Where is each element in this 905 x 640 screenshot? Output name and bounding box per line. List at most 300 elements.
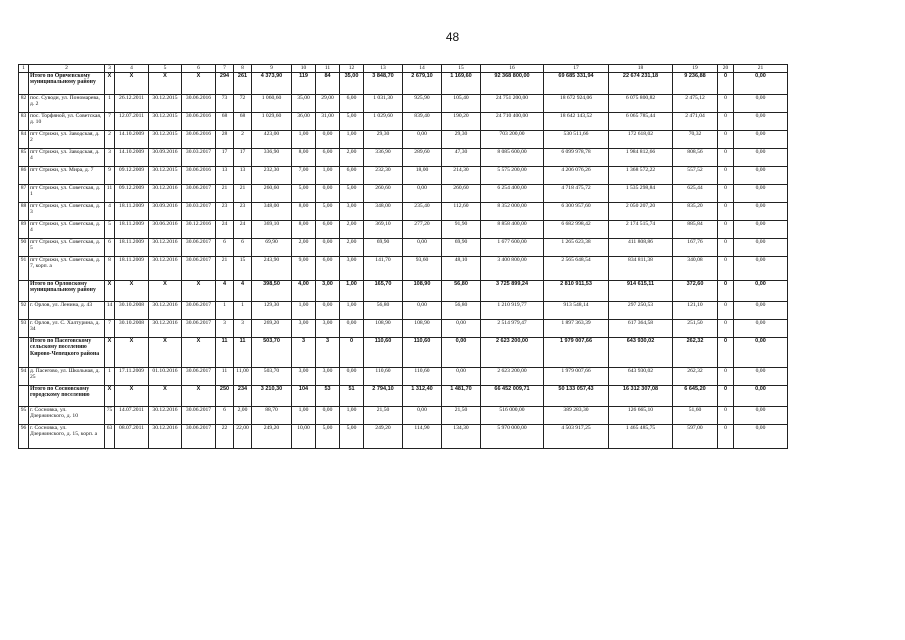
value-cell: 14 (105, 302, 115, 320)
value-cell: 23 (234, 203, 252, 221)
value-cell: 4 (234, 281, 252, 302)
row-number-cell: 84 (19, 131, 29, 149)
value-cell: 08.07.2011 (115, 425, 149, 449)
value-cell: 16 312 307,08 (609, 386, 673, 407)
value-cell: 15 (234, 257, 252, 281)
value-cell: 1,00 (292, 302, 316, 320)
value-cell: 235,40 (403, 203, 442, 221)
value-cell: 30.10.2008 (115, 320, 149, 338)
value-cell: 0 (718, 368, 734, 386)
column-number-cell: 14 (403, 65, 442, 73)
value-cell: 30.06.2017 (182, 425, 216, 449)
value-cell: 260,60 (252, 185, 292, 203)
value-cell: 0,00 (734, 338, 788, 368)
value-cell: 17 (234, 149, 252, 167)
value-cell: 6,00 (316, 221, 340, 239)
value-cell: 110,60 (364, 338, 403, 368)
value-cell: 0 (718, 203, 734, 221)
value-cell: 2,00 (340, 221, 364, 239)
value-cell: 14.10.2009 (115, 131, 149, 149)
value-cell: 0,00 (734, 281, 788, 302)
address-cell: пгт Стрижи, ул. Заводская, д. 2 (29, 131, 105, 149)
value-cell: 18.11.2009 (115, 239, 149, 257)
column-number-cell: 20 (718, 65, 734, 73)
value-cell: 30.06.2016 (149, 221, 182, 239)
value-cell: 70,32 (673, 131, 718, 149)
value-cell: 30.06.2016 (182, 95, 216, 113)
value-cell: 234 (234, 386, 252, 407)
value-cell: 30.06.2017 (182, 407, 216, 425)
value-cell: 369,10 (252, 221, 292, 239)
value-cell: 423,00 (252, 131, 292, 149)
value-cell: 108,90 (364, 320, 403, 338)
value-cell: 261 (234, 73, 252, 95)
value-cell: 91,90 (442, 221, 481, 239)
value-cell: 93,60 (403, 257, 442, 281)
value-cell: 35,00 (292, 95, 316, 113)
value-cell: 4 503 917,25 (544, 425, 609, 449)
value-cell: 885,84 (673, 221, 718, 239)
value-cell: 69,90 (252, 239, 292, 257)
value-cell: 0 (718, 221, 734, 239)
value-cell: X (115, 73, 149, 95)
value-cell: 108,90 (403, 281, 442, 302)
value-cell: 134,30 (442, 425, 481, 449)
value-cell: 8 858 400,00 (481, 221, 544, 239)
value-cell: 277,20 (403, 221, 442, 239)
value-cell: 4,00 (292, 281, 316, 302)
value-cell: 0 (340, 338, 364, 368)
value-cell: 88,70 (252, 407, 292, 425)
value-cell: 0 (718, 131, 734, 149)
value-cell: 21,50 (442, 407, 481, 425)
value-cell: 0,00 (734, 386, 788, 407)
value-cell: 5,00 (316, 203, 340, 221)
value-cell: 172 618,02 (609, 131, 673, 149)
value-cell: X (149, 281, 182, 302)
row-number-cell: 96 (19, 425, 29, 449)
value-cell: 30.12.2016 (149, 302, 182, 320)
column-number-cell: 16 (481, 65, 544, 73)
row-number-cell: 93 (19, 320, 29, 338)
value-cell: 51,60 (673, 407, 718, 425)
value-cell: 249,20 (252, 425, 292, 449)
value-cell: 30.03.2017 (182, 149, 216, 167)
value-cell: 3,00 (316, 368, 340, 386)
column-number-cell: 4 (115, 65, 149, 73)
value-cell: 2 174 515,74 (609, 221, 673, 239)
address-cell: г. Орлов, ул. С. Халтурина, д. 34 (29, 320, 105, 338)
value-cell: 30.12.2016 (149, 320, 182, 338)
value-cell: 2,00 (340, 149, 364, 167)
value-cell: 1 (216, 302, 234, 320)
table-row (19, 221, 788, 239)
value-cell: 108,90 (403, 320, 442, 338)
value-cell: 167,76 (673, 239, 718, 257)
row-number-cell: 94 (19, 368, 29, 386)
value-cell: 75 (105, 407, 115, 425)
value-cell: 30.09.2016 (149, 149, 182, 167)
value-cell: 119 (292, 73, 316, 95)
value-cell: 73 (216, 95, 234, 113)
column-number-cell: 15 (442, 65, 481, 73)
value-cell: 8,00 (292, 221, 316, 239)
value-cell: 3 400 800,00 (481, 257, 544, 281)
table-row (19, 113, 788, 131)
value-cell: 643 930,02 (609, 338, 673, 368)
value-cell: 0,00 (316, 185, 340, 203)
value-cell: 0 (718, 73, 734, 95)
row-number-cell: 83 (19, 113, 29, 131)
value-cell: 2 623 200,00 (481, 368, 544, 386)
value-cell: 1 984 812,66 (609, 149, 673, 167)
value-cell: 11 (216, 338, 234, 368)
value-cell: 13 (234, 167, 252, 185)
value-cell: 0,00 (403, 302, 442, 320)
value-cell: 9 236,88 (673, 73, 718, 95)
value-cell: 63 (105, 425, 115, 449)
table-row (19, 257, 788, 281)
value-cell: 0,00 (734, 221, 788, 239)
value-cell: 28 (216, 131, 234, 149)
value-cell: 1 481,70 (442, 386, 481, 407)
value-cell: 1,00 (292, 407, 316, 425)
value-cell: 411 808,86 (609, 239, 673, 257)
address-cell: г. Сосновка, ул. Дзержинского, д. 15, корп. а (29, 425, 105, 449)
value-cell: 01.10.2016 (149, 368, 182, 386)
address-cell: пгт Стрижи, ул. Мира, д. 7 (29, 167, 105, 185)
value-cell: 30.12.2015 (149, 95, 182, 113)
value-cell: 165,70 (364, 281, 403, 302)
value-cell: 24 (234, 221, 252, 239)
subtotal-row (19, 73, 788, 95)
value-cell: 09.12.2009 (115, 185, 149, 203)
value-cell: 30.06.2017 (182, 257, 216, 281)
value-cell: 0,00 (734, 149, 788, 167)
address-cell: пгт Стрижи, ул. Советская, д. 7, корп. а (29, 257, 105, 281)
value-cell: 1 (105, 95, 115, 113)
value-cell: 0,00 (734, 320, 788, 338)
table-row (19, 407, 788, 425)
value-cell: X (182, 281, 216, 302)
value-cell: 56,80 (442, 281, 481, 302)
value-cell: 0 (718, 239, 734, 257)
value-cell: 36,00 (292, 113, 316, 131)
value-cell: 18.11.2009 (115, 257, 149, 281)
value-cell: 0 (718, 281, 734, 302)
value-cell: 30.06.2017 (182, 239, 216, 257)
value-cell: 30.09.2016 (149, 203, 182, 221)
value-cell: 11 (105, 185, 115, 203)
row-number-cell: 89 (19, 221, 29, 239)
address-cell: пгт Стрижи, ул. Советская, д. 1 (29, 185, 105, 203)
value-cell: 0 (718, 425, 734, 449)
value-cell: 597,00 (673, 425, 718, 449)
value-cell: 1 060,60 (252, 95, 292, 113)
column-number-cell: 9 (252, 65, 292, 73)
value-cell: 0 (718, 185, 734, 203)
value-cell: 1,00 (292, 131, 316, 149)
column-number-cell: 8 (234, 65, 252, 73)
value-cell: 1 897 363,39 (544, 320, 609, 338)
value-cell: 2 471,04 (673, 113, 718, 131)
address-cell: д. Пасегово, ул. Школьная, д. 25 (29, 368, 105, 386)
value-cell: 808,56 (673, 149, 718, 167)
value-cell: 0,00 (734, 73, 788, 95)
value-cell: 3 (316, 338, 340, 368)
value-cell: 30.12.2015 (149, 167, 182, 185)
value-cell: 1 (105, 368, 115, 386)
value-cell: 6 682 998,42 (544, 221, 609, 239)
row-number-cell: 90 (19, 239, 29, 257)
value-cell: 8 352 000,00 (481, 203, 544, 221)
value-cell: 0,00 (403, 185, 442, 203)
value-cell: X (182, 338, 216, 368)
value-cell: 69 685 331,94 (544, 73, 609, 95)
value-cell: 6 075 800,82 (609, 95, 673, 113)
column-number-cell: 11 (316, 65, 340, 73)
value-cell: 68 (216, 113, 234, 131)
column-number-cell: 6 (182, 65, 216, 73)
value-cell: 17.11.2009 (115, 368, 149, 386)
value-cell: X (105, 338, 115, 368)
value-cell: 30.06.2017 (182, 368, 216, 386)
value-cell: 6,00 (316, 257, 340, 281)
row-number-cell (19, 338, 29, 368)
value-cell: 30.06.2017 (182, 320, 216, 338)
value-cell: 8 (105, 257, 115, 281)
value-cell: 104 (292, 386, 316, 407)
value-cell: 3,00 (292, 368, 316, 386)
table-row (19, 149, 788, 167)
row-number-cell: 82 (19, 95, 29, 113)
value-cell: 5 (105, 221, 115, 239)
column-number-cell: 3 (105, 65, 115, 73)
value-cell: 0,00 (403, 131, 442, 149)
value-cell: 30.12.2016 (149, 185, 182, 203)
value-cell: 26.12.2011 (115, 95, 149, 113)
value-cell: 8,00 (292, 203, 316, 221)
value-cell: 4 (216, 281, 234, 302)
value-cell: 30.06.2016 (182, 131, 216, 149)
value-cell: 1 029,60 (364, 113, 403, 131)
value-cell: 24 751 200,00 (481, 95, 544, 113)
value-cell: 0 (718, 407, 734, 425)
value-cell: 2 565 648,54 (544, 257, 609, 281)
value-cell: 3,00 (340, 203, 364, 221)
value-cell: 21 (234, 185, 252, 203)
value-cell: 617 364,58 (609, 320, 673, 338)
column-number-cell: 12 (340, 65, 364, 73)
value-cell: 2 (105, 131, 115, 149)
value-cell: 2,00 (234, 407, 252, 425)
value-cell: 232,30 (364, 167, 403, 185)
value-cell: 126 665,10 (609, 407, 673, 425)
table-row (19, 131, 788, 149)
value-cell: 2 475,12 (673, 95, 718, 113)
value-cell: 6 (216, 239, 234, 257)
value-cell: 3,00 (292, 320, 316, 338)
value-cell: X (149, 386, 182, 407)
value-cell: 51 (340, 386, 364, 407)
value-cell: 1,00 (340, 302, 364, 320)
address-cell: г. Орлов, ул. Ленина, д. 43 (29, 302, 105, 320)
value-cell: 8 085 600,00 (481, 149, 544, 167)
value-cell: 336,90 (252, 149, 292, 167)
address-cell: Итого по Пасеговскому сельскому поселению Кирово-Чепецкого района (29, 338, 105, 368)
value-cell: 5,00 (292, 185, 316, 203)
value-cell: 30.06.2016 (182, 167, 216, 185)
address-cell: пгт Стрижи, ул. Заводская, д. 4 (29, 149, 105, 167)
value-cell: 5,00 (340, 185, 364, 203)
value-cell: 31,00 (316, 113, 340, 131)
value-cell: 340,08 (673, 257, 718, 281)
value-cell: 30.12.2015 (149, 113, 182, 131)
value-cell: 6 254 400,00 (481, 185, 544, 203)
value-cell: 110,60 (364, 368, 403, 386)
value-cell: 3 (234, 320, 252, 338)
value-cell: 914 615,11 (609, 281, 673, 302)
value-cell: 190,20 (442, 113, 481, 131)
value-cell: 1 265 623,38 (544, 239, 609, 257)
value-cell: 835,20 (673, 203, 718, 221)
subtotal-row (19, 386, 788, 407)
value-cell: 1,00 (340, 281, 364, 302)
value-cell: 1 979 007,66 (544, 338, 609, 368)
value-cell: 110,60 (403, 338, 442, 368)
value-cell: 294 (216, 73, 234, 95)
subtotal-row (19, 338, 788, 368)
row-number-cell: 95 (19, 407, 29, 425)
value-cell: 18.11.2009 (115, 221, 149, 239)
value-cell: 7 (105, 113, 115, 131)
value-cell: 289,60 (403, 149, 442, 167)
value-cell: 6 (234, 239, 252, 257)
value-cell: 5,00 (340, 425, 364, 449)
value-cell: 0,00 (734, 407, 788, 425)
value-cell: X (149, 73, 182, 95)
column-number-cell: 2 (29, 65, 105, 73)
value-cell: 0,00 (734, 113, 788, 131)
table-row (19, 95, 788, 113)
value-cell: 0,00 (442, 320, 481, 338)
column-number-cell: 18 (609, 65, 673, 73)
value-cell: 56,80 (364, 302, 403, 320)
value-cell: 1 169,60 (442, 73, 481, 95)
value-cell: 56,80 (442, 302, 481, 320)
value-cell: 389 283,30 (544, 407, 609, 425)
address-cell: пгт Стрижи, ул. Советская, д. 5 (29, 239, 105, 257)
value-cell: 6 (105, 239, 115, 257)
value-cell: 23 (216, 203, 234, 221)
value-cell: 30.12.2016 (182, 221, 216, 239)
value-cell: 22,00 (234, 425, 252, 449)
value-cell: 260,60 (442, 185, 481, 203)
value-cell: 110,60 (403, 368, 442, 386)
table-row (19, 185, 788, 203)
value-cell: 84 (316, 73, 340, 95)
value-cell: 839,40 (403, 113, 442, 131)
value-cell: 5 970 000,00 (481, 425, 544, 449)
value-cell: 69,90 (364, 239, 403, 257)
value-cell: 24 (216, 221, 234, 239)
value-cell: 6 300 957,60 (544, 203, 609, 221)
value-cell: 0,00 (734, 425, 788, 449)
value-cell: 1,00 (316, 167, 340, 185)
value-cell: 4 373,90 (252, 73, 292, 95)
value-cell: 6,00 (340, 167, 364, 185)
value-cell: 6 (216, 407, 234, 425)
value-cell: 4 718 475,72 (544, 185, 609, 203)
row-number-cell (19, 386, 29, 407)
value-cell: 7 (105, 320, 115, 338)
column-number-cell: 5 (149, 65, 182, 73)
value-cell: 3 (216, 320, 234, 338)
value-cell: 30.06.2017 (182, 302, 216, 320)
value-cell: 21 (216, 185, 234, 203)
value-cell: 0 (718, 95, 734, 113)
value-cell: 3,00 (316, 320, 340, 338)
value-cell: 24 710 400,00 (481, 113, 544, 131)
value-cell: 249,20 (364, 425, 403, 449)
column-number-cell: 7 (216, 65, 234, 73)
value-cell: 269,20 (252, 320, 292, 338)
value-cell: 0,00 (442, 338, 481, 368)
subtotal-row (19, 281, 788, 302)
value-cell: 141,70 (364, 257, 403, 281)
value-cell: 11,00 (234, 368, 252, 386)
value-cell: 30.12.2015 (149, 131, 182, 149)
value-cell: 6 065 785,44 (609, 113, 673, 131)
value-cell: 0,00 (734, 302, 788, 320)
table-row (19, 203, 788, 221)
value-cell: 243,90 (252, 257, 292, 281)
value-cell: 0,00 (734, 368, 788, 386)
value-cell: 0,00 (734, 131, 788, 149)
address-cell: Итого по Сосновскому городскому поселению (29, 386, 105, 407)
value-cell: 72 (234, 95, 252, 113)
value-cell: 6,00 (316, 149, 340, 167)
column-number-cell: 21 (734, 65, 788, 73)
value-cell: 22 (216, 425, 234, 449)
value-cell: 30.12.2016 (149, 425, 182, 449)
value-cell: 17 (216, 149, 234, 167)
row-number-cell: 86 (19, 167, 29, 185)
row-number-cell (19, 281, 29, 302)
page-number: 48 (445, 30, 460, 44)
row-number-cell: 85 (19, 149, 29, 167)
value-cell: 0 (718, 320, 734, 338)
value-cell: 2,00 (292, 239, 316, 257)
value-cell: 48,10 (442, 257, 481, 281)
value-cell: 214,30 (442, 167, 481, 185)
value-cell: 2,00 (340, 239, 364, 257)
value-cell: 0 (718, 113, 734, 131)
value-cell: 1 979 007,66 (544, 368, 609, 386)
value-cell: 250 (216, 386, 234, 407)
value-cell: 6 645,20 (673, 386, 718, 407)
value-cell: 30.12.2016 (149, 407, 182, 425)
row-number-cell: 87 (19, 185, 29, 203)
value-cell: 297 250,53 (609, 302, 673, 320)
value-cell: 0 (718, 257, 734, 281)
value-cell: X (105, 386, 115, 407)
value-cell: 105,40 (442, 95, 481, 113)
value-cell: 18 642 143,52 (544, 113, 609, 131)
value-cell: 1 210 919,77 (481, 302, 544, 320)
value-cell: 1 031,30 (364, 95, 403, 113)
value-cell: 11 (234, 338, 252, 368)
